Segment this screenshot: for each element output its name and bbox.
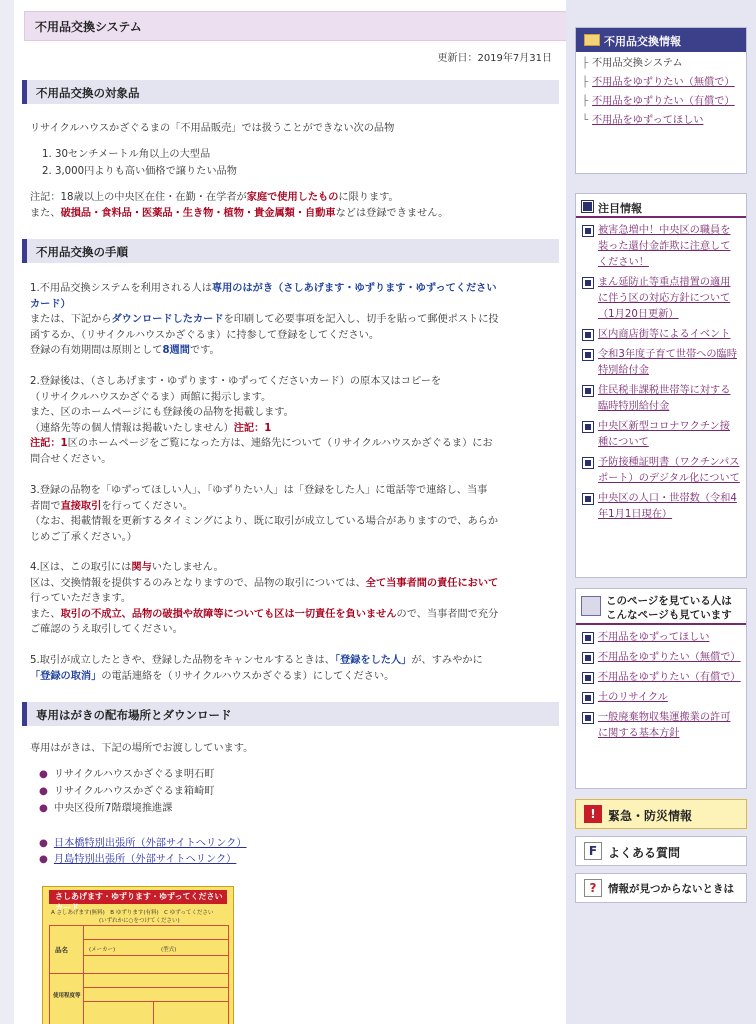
- square-bullet-icon: [583, 458, 593, 468]
- list-item: [39, 836, 247, 852]
- step-text: の電話連絡を（リサイクルハウスかざぐるま）にしてください。: [101, 670, 395, 682]
- recommend-link[interactable]: 不用品をゆずりたい（無償で）: [598, 652, 741, 663]
- step-emphasis: ダウンロードしたカード: [111, 314, 224, 325]
- place-label: リサイクルハウスかざぐるま明石町: [53, 769, 215, 780]
- step-text: いたしません。: [151, 562, 224, 573]
- postcard-rule: [49, 973, 229, 974]
- postcard-use-label: 使用程度等: [53, 993, 81, 999]
- nav-list: [576, 52, 746, 136]
- recommend-item: [582, 690, 740, 706]
- procedure-step-3: [30, 483, 558, 545]
- procedure-step-1: [30, 281, 558, 359]
- link-nihonbashi[interactable]: 日本橋特別出張所（外部サイトへリンク）: [53, 838, 247, 849]
- not-found-label: 情報が見つからないときは: [608, 883, 734, 895]
- nav-link-want[interactable]: 不用品をゆずってほしい: [592, 115, 704, 126]
- square-bullet-icon: [583, 226, 593, 236]
- postcard-rule: [153, 1001, 154, 1024]
- not-found-button[interactable]: [575, 873, 747, 903]
- notice-link[interactable]: 区内商店街等によるイベント: [598, 329, 731, 340]
- recommend-box-header: [576, 589, 746, 625]
- postcard-model: (型式): [161, 947, 177, 953]
- step-text: また、: [30, 608, 61, 620]
- place-label: 中央区役所7階環境推進課: [53, 803, 173, 814]
- step-text: 5.取引が成立したときや、登録した品物をキャンセルするときは、: [30, 655, 335, 666]
- step-text: ので、当事者間で充分: [396, 608, 499, 620]
- step-emphasis: 「登録の取消」: [30, 670, 102, 682]
- notice-link[interactable]: まん延防止等重点措置の適用に伴う区の対応方針について（1月20日更新）: [598, 277, 731, 320]
- square-bullet-icon: [583, 713, 593, 723]
- bullet-icon: ●: [39, 838, 48, 849]
- step-text: （リサイクルハウスかざぐるま）両館に掲示します。: [30, 391, 272, 403]
- square-bullet-icon: [582, 201, 593, 212]
- faq-label: よくある質問: [608, 846, 681, 860]
- recommend-link[interactable]: 一般廃棄物収集運搬業の許可に関する基本方針: [598, 712, 731, 739]
- step-text: を行ってください。: [101, 500, 193, 512]
- recommend-link[interactable]: 土のリサイクル: [598, 692, 668, 703]
- step-emphasis: 8週間: [162, 345, 190, 356]
- step-text: 4.区は、この取引には: [30, 562, 132, 573]
- step-emphasis: 直接取引: [60, 500, 102, 512]
- postcard-rule: [83, 1001, 229, 1002]
- procedure-step-2: [30, 374, 558, 467]
- recommend-title-line2: こんなページも見ています: [606, 609, 732, 621]
- notice-item: [582, 383, 740, 415]
- notice-box-title: 注目情報: [598, 202, 642, 215]
- square-bullet-icon: [583, 278, 593, 288]
- note-link[interactable]: 注記：1: [233, 422, 272, 434]
- step-text: 登録の有効期間は原則として: [30, 345, 163, 356]
- notice-item: [582, 275, 740, 323]
- procedure-step-5: [30, 653, 558, 684]
- step-text: が、すみやかに: [411, 655, 483, 666]
- notice-link[interactable]: 住民税非課税世帯等に対する臨時特別給付金: [598, 385, 731, 412]
- tree-branch-icon: ├: [582, 96, 589, 107]
- step-emphasis: 「登録をした人」: [334, 655, 412, 666]
- notice-item: [582, 347, 740, 379]
- external-links-list: [39, 836, 247, 868]
- tree-branch-icon: └: [582, 115, 589, 126]
- nav-link-give-free[interactable]: 不用品をゆずりたい（無償で）: [592, 77, 735, 88]
- postcard-rule: [49, 925, 229, 926]
- note-label: 注記：1: [30, 438, 68, 449]
- square-bullet-icon: [583, 422, 593, 432]
- recommend-list: [576, 625, 746, 751]
- exclamation-icon: !: [584, 805, 602, 823]
- step-emphasis: カード）: [30, 298, 71, 310]
- nav-item: [582, 94, 742, 110]
- distribution-intro: 専用はがきは、下記の場所でお渡ししています。: [30, 743, 254, 754]
- emergency-button[interactable]: [575, 799, 747, 829]
- step-text: を印刷して必要事項を記入し、切手を貼って郵便ポストに投: [223, 314, 499, 325]
- note-emphasis: 家庭で使用したもの: [246, 192, 339, 203]
- step-text: 3.登録の品物を「ゆずってほしい人」、「ゆずりたい人」は「登録をした人」に電話等で連絡し、当事: [30, 485, 488, 496]
- notice-box: [575, 193, 747, 578]
- question-icon: ?: [584, 879, 602, 897]
- notice-item: [582, 419, 740, 451]
- nav-box-title: 不用品交換情報: [604, 35, 681, 48]
- postcard-maker: (メーカー): [89, 947, 116, 953]
- bullet-icon: ●: [39, 786, 48, 797]
- postcard-rule: [83, 987, 229, 988]
- recommend-title-line1: このページを見ている人は: [606, 595, 732, 607]
- procedure-step-4: [30, 560, 558, 638]
- square-bullet-icon: [583, 330, 593, 340]
- note-emphasis: 破損品・食料品・医薬品・生き物・植物・貴金属類・自動車: [60, 207, 336, 219]
- square-bullet-icon: [583, 673, 593, 683]
- target-items-list: [42, 146, 237, 180]
- square-bullet-icon: [583, 350, 593, 360]
- place-label: リサイクルハウスかざぐるま箱崎町: [53, 786, 215, 797]
- main-content: [14, 0, 566, 1024]
- section1-intro: リサイクルハウスかざぐるまの「不用品販売」では扱うことができない次の品物: [30, 123, 395, 134]
- recommend-item: [582, 710, 740, 742]
- notice-link[interactable]: 予防接種証明書（ワクチンパスポート）のデジタル化について: [598, 457, 740, 484]
- nav-item: [582, 75, 742, 91]
- bullet-icon: ●: [39, 769, 48, 780]
- folder-icon: [584, 34, 600, 46]
- postcard-options: A さしあげます(無料) B ゆずります(有料) C ゆずってください: [51, 910, 214, 916]
- nav-link-give-paid[interactable]: 不用品をゆずりたい（有償で）: [592, 96, 735, 107]
- step-text: また、区のホームページにも登録後の品物を掲載します。: [30, 407, 294, 418]
- recommend-item: [582, 650, 740, 666]
- pages-icon: [581, 596, 601, 616]
- updated-date: 更新日：2019年7月31日: [437, 53, 552, 64]
- step-text: 問合せください。: [30, 453, 112, 465]
- square-bullet-icon: [583, 494, 593, 504]
- postcard-rule: [83, 955, 229, 956]
- bullet-icon: ●: [39, 854, 48, 865]
- postcard-image[interactable]: [42, 886, 234, 1024]
- faq-button[interactable]: [575, 836, 747, 866]
- notice-item: [582, 327, 740, 343]
- sidebar: [566, 0, 756, 1024]
- notice-link[interactable]: 中央区新型コロナワクチン接種について: [598, 421, 730, 448]
- square-bullet-icon: [583, 653, 593, 663]
- list-item: [39, 766, 214, 783]
- notice-link[interactable]: 中央区の人口・世帯数（令和4年1月1日現在）: [598, 493, 737, 520]
- postcard-rule: [83, 939, 229, 940]
- note-text: 注記：18歳以上の中央区在住・在勤・在学者が: [30, 192, 247, 203]
- nav-item-label: 不用品交換システム: [592, 58, 683, 69]
- faq-icon: F: [584, 842, 602, 860]
- recommend-item: [582, 670, 740, 686]
- square-bullet-icon: [583, 693, 593, 703]
- list-item: 1. 30センチメートル角以上の大型品: [42, 149, 211, 160]
- step-text: ご確認のうえ取引してください。: [30, 624, 183, 635]
- note-text: などは登録できません。: [335, 207, 449, 219]
- step-text: 函するか、（リサイクルハウスかざぐるま）に持参して登録をしてください。: [30, 329, 380, 341]
- list-item: 2. 3,000円よりも高い価格で譲りたい品物: [42, 166, 237, 177]
- step-text: 区のホームページをご覧になった方は、連絡先について（リサイクルハウスかざぐるま）にお: [67, 438, 493, 449]
- square-bullet-icon: [583, 633, 593, 643]
- recommend-box: [575, 588, 747, 789]
- step-text: 者間で: [30, 500, 61, 512]
- section-heading-procedure: 不用品交換の手順: [22, 239, 559, 263]
- step-text: または、下記から: [30, 314, 112, 325]
- tree-branch-icon: ├: [582, 77, 589, 88]
- notice-link[interactable]: 被害急増中！中央区の職員を装った還付金詐欺に注意してください！: [598, 225, 731, 268]
- recommend-link[interactable]: 不用品をゆずりたい（有償で）: [598, 672, 741, 683]
- nav-item-current: [582, 56, 742, 72]
- step-text: 2.登録後は、（さしあげます・ゆずります・ゆずってくださいカード）の原本又はコピーを: [30, 376, 442, 387]
- list-item: [39, 800, 214, 817]
- emergency-label: 緊急・防災情報: [608, 809, 693, 823]
- nav-item: [582, 113, 742, 129]
- postcard-rule: [49, 925, 50, 1024]
- note-text: また、: [30, 207, 61, 219]
- nav-box-header: [576, 28, 746, 52]
- notice-link[interactable]: 令和3年度子育て世帯への臨時特別給付金: [598, 349, 737, 376]
- postcard-options-note: (いずれかに○をつけてください): [99, 918, 180, 924]
- page-title: 不用品交換システム: [24, 11, 569, 41]
- step-emphasis: 関与: [131, 562, 152, 573]
- postcard-header: さしあげます・ゆずります・ゆずってくださいカード: [49, 890, 227, 904]
- note-text: に限ります。: [338, 192, 399, 203]
- section-heading-distribution: 専用はがきの配布場所とダウンロード: [22, 702, 559, 726]
- step-text: 区は、交換情報を提供するのみとなりますので、品物の取引については、: [30, 577, 366, 589]
- tree-branch-icon: ├: [582, 58, 589, 69]
- step-text: 1.不用品交換システムを利用される人は: [30, 283, 212, 294]
- postcard-item-label: 品名: [55, 946, 68, 954]
- step-emphasis: 全て当事者間の責任において: [365, 577, 499, 589]
- step-emphasis: 取引の不成立、品物の破損や故障等についても区は一切責任を負いません: [60, 608, 397, 620]
- step-text: 行っていただきます。: [30, 593, 132, 604]
- bullet-icon: ●: [39, 803, 48, 814]
- list-item: [39, 783, 214, 800]
- nav-box: [575, 27, 747, 174]
- step-text: じめご了承ください。）: [30, 531, 137, 543]
- step-text: （連絡先等の個人情報は掲載いたしません）: [30, 422, 234, 434]
- recommend-link[interactable]: 不用品をゆずってほしい: [598, 632, 710, 643]
- section1-notes: [30, 190, 558, 221]
- step-text: です。: [189, 345, 220, 356]
- section-heading-target-items: 不用品交換の対象品: [22, 80, 559, 104]
- notice-item: [582, 491, 740, 523]
- places-list: [39, 766, 214, 817]
- recommend-item: [582, 630, 740, 646]
- notice-item: [582, 223, 740, 271]
- list-item: [39, 852, 247, 868]
- link-tsukishima[interactable]: 月島特別出張所（外部サイトへリンク）: [53, 854, 237, 865]
- notice-list: [576, 218, 746, 532]
- notice-box-header: [576, 194, 746, 218]
- square-bullet-icon: [583, 386, 593, 396]
- step-emphasis: 専用のはがき（さしあげます・ゆずります・ゆずってください: [211, 283, 497, 294]
- step-text: （なお、掲載情報を更新するタイミングにより、既に取引が成立している場合がありますので、あらか: [30, 516, 499, 527]
- notice-item: [582, 455, 740, 487]
